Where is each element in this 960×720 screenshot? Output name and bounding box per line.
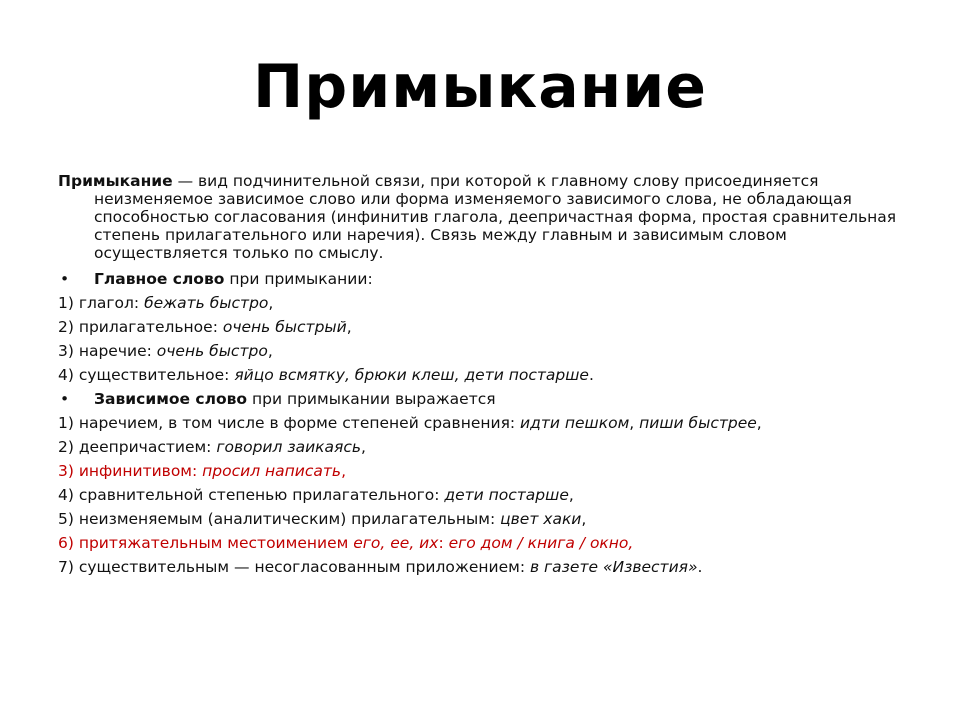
dependent-word-heading-rest: при примыкании выражается: [247, 390, 496, 408]
bullet-icon: •: [60, 390, 70, 408]
dependent-word-heading: [58, 387, 908, 411]
main-word-heading: [58, 267, 908, 291]
example-text: его дом / книга / окно,: [448, 534, 634, 552]
example-text: цвет хаки: [500, 510, 582, 528]
definition-paragraph: [58, 172, 908, 262]
example-text: идти пешком: [520, 414, 630, 432]
example-text: дети постарше: [444, 486, 569, 504]
example-text: просил написать: [202, 462, 342, 480]
bullet-icon: •: [60, 270, 70, 288]
example-text: пиши быстрее: [639, 414, 757, 432]
slide-content: [58, 172, 908, 579]
list-item: 2) прилагательное: очень быстрый,: [58, 318, 352, 336]
list-item: 5) неизменяемым (аналитическим) прилагательным: цвет хаки,: [58, 510, 587, 528]
list-item-highlighted: 3) инфинитивом: просил написать,: [58, 462, 346, 480]
definition-term: Примыкание: [58, 172, 173, 190]
dependent-word-heading-bold: Зависимое слово: [94, 390, 248, 408]
example-text: очень быстрый: [222, 318, 347, 336]
definition-text: — вид подчинительной связи, при которой к главному слову присоединяется неизменяемое зависимое слово или форма изменяемого зависимого слова, не обладающая способностью согласования (инфинитив глагола, деепричастная форма, простая сравнительная степень прилагательного или наречия). Связь между главным и зависимым словом осуществляется только по смыслу.: [94, 172, 897, 262]
main-word-heading-bold: Главное слово: [94, 270, 225, 288]
example-text: яйцо всмятку, брюки клеш, дети постарше: [234, 366, 589, 384]
example-text: бежать быстро: [144, 294, 269, 312]
list-item: 3) наречие: очень быстро,: [58, 342, 273, 360]
example-text: говорил заикаясь: [216, 438, 361, 456]
main-word-heading-rest: при примыкании:: [224, 270, 373, 288]
list-item-highlighted: 6) притяжательным местоимением его, ее, их: его дом / книга / окно,: [58, 534, 634, 552]
list-item: 4) существительное: яйцо всмятку, брюки клеш, дети постарше.: [58, 366, 594, 384]
list-item: 1) глагол: бежать быстро,: [58, 294, 274, 312]
slide-title: Примыкание: [253, 52, 707, 122]
example-text: очень быстро: [156, 342, 268, 360]
list-item: 4) сравнительной степенью прилагательного: дети постарше,: [58, 486, 574, 504]
list-item: 7) существительным — несогласованным приложением: в газете «Известия».: [58, 558, 703, 576]
list-item: 1) наречием, в том числе в форме степеней сравнения: идти пешком, пиши быстрее,: [58, 414, 762, 432]
example-text: его, ее, их: [353, 534, 439, 552]
example-text: в газете «Известия»: [529, 558, 698, 576]
list-item: 2) деепричастием: говорил заикаясь,: [58, 438, 366, 456]
